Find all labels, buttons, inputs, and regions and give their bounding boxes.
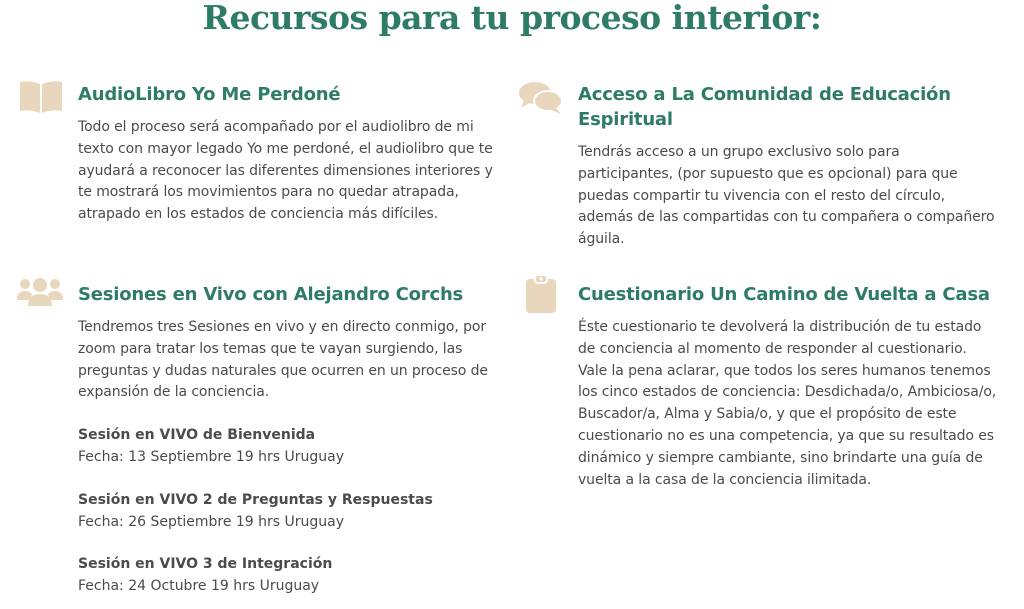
resource-title: AudioLibro Yo Me Perdoné [78,84,341,105]
resource-title: Sesiones en Vivo con Alejandro Corchs [78,284,464,305]
session-title: Sesión en VIVO 3 de Integración [78,556,333,573]
resource-description: Tendrás acceso a un grupo exclusivo solo para participantes, (por supuesto que es opcional) para que puedas compartir tu vivencia con el resto del círculo, además de las compartidas con tu compañera o compañero águila. [578,144,995,248]
chat-bubbles-icon [518,80,564,120]
resource-title: Cuestionario Un Camino de Vuelta a Casa [578,284,990,305]
session-item [78,554,498,598]
session-item [78,490,498,534]
resource-description: Éste cuestionario te devolverá la distribución de tu estado de conciencia al momento de responder al cuestionario. Vale la pena aclarar, que todos los seres humanos tenemos los cinco estados de conciencia: Desdichada/o, Ambiciosa/o, Buscador/a, Alma y Sabia/o, y que el propósito de este cuestionario no es una competencia, ya que su resultado es dinámico y siempre cambiante, sino brindarte una guía de vuelta a la casa de la conciencia ilimitada. [578,319,997,488]
session-title: Sesión en VIVO de Bienvenida [78,427,316,444]
session-date: Fecha: 26 Septiembre 19 hrs Uruguay [78,513,345,530]
book-icon [18,80,64,120]
session-date: Fecha: 24 Octubre 19 hrs Uruguay [78,578,320,595]
resource-description: Todo el proceso será acompañado por el audiolibro de mi texto con mayor legado Yo me perdoné, el audiolibro que te ayudará a reconocer las diferentes dimensiones interiores y te mostrará los movimientos para no quedar atrapada, atrapado en los estados de conciencia más difíciles. [78,119,493,223]
resource-title: Acceso a La Comunidad de Educación Espiritual [578,84,951,130]
session-item [78,425,498,469]
users-icon [16,276,62,316]
session-title: Sesión en VIVO 2 de Preguntas y Respuestas [78,491,433,508]
resource-description: Tendremos tres Sesiones en vivo y en directo conmigo, por zoom para tratar los temas que te vayan surgiendo, las preguntas y dudas naturales que ocurren en un proceso de expansión de la conciencia. [78,319,488,401]
page-title: Recursos para tu proceso interior: [202,0,822,37]
session-date: Fecha: 13 Septiembre 19 hrs Uruguay [78,448,345,465]
clipboard-icon [524,274,570,314]
